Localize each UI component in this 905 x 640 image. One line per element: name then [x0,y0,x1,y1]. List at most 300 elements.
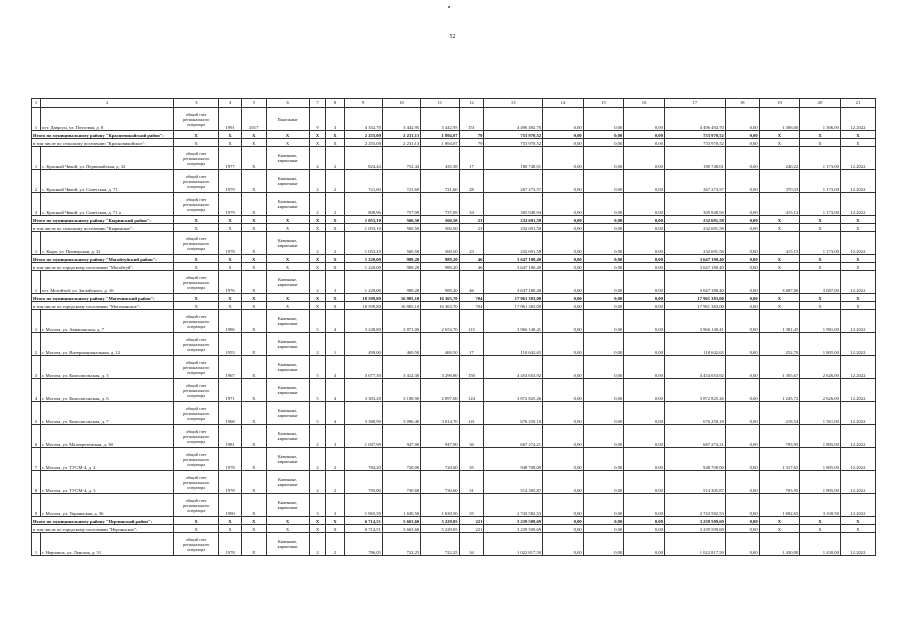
table-cell: 2 626,00 [800,379,841,402]
table-cell: 795,00 [344,471,382,494]
table-cell: Каменные, кирпичные [266,147,309,170]
table-cell: 0,00 [543,224,584,232]
table-cell: 12.2022 [840,108,875,131]
table-cell: 703,95 [759,425,800,448]
table-cell: г. Могоча, ул. ТУСМ-4, д. 3 [41,471,174,494]
table-cell: 0,00 [725,224,759,232]
table-cell: X [800,255,841,263]
table-cell: 0,00 [725,333,759,356]
table-cell: X [800,139,841,147]
table-cell: X [759,139,800,147]
table-cell: 0,00 [725,131,759,139]
table-cell: общий счет регионального оператора [174,425,219,448]
table-cell: 0,00 [624,356,665,379]
table-cell: 0,00 [583,517,624,525]
table-cell: X [219,263,242,271]
table-cell: X [309,517,326,525]
table-cell: 0,00 [725,216,759,224]
table-cell: 0,00 [543,232,584,255]
table-cell: X [219,131,242,139]
table-cell: 180 748,01 [484,147,543,170]
total-row [32,255,876,263]
table-cell: 28 [459,170,484,193]
table-cell: X [266,139,309,147]
row-label: в том числе по городскому поселению "Нерчинское": [32,525,174,533]
table-cell: 0,00 [725,147,759,170]
table-cell: 3 239 509,69 [484,525,543,533]
table-cell: 1 047,90 [344,425,382,448]
table-cell: 0,00 [583,533,624,556]
table-cell: 6 714,51 [344,517,382,525]
table-cell: 7 [32,448,41,471]
table-cell: 1 [32,108,41,131]
table-cell: 124 [459,379,484,402]
table-cell: 0,00 [543,108,584,131]
table-cell: общий счет регионального оператора [174,402,219,425]
table-cell: 0,00 [583,294,624,302]
table-cell: 0,00 [583,402,624,425]
table-cell: 118 642,65 [664,333,725,356]
table-cell: 2017 [241,108,266,131]
table-cell: 0,00 [583,494,624,517]
table-cell: 9 [32,494,41,517]
table-cell: 415,12 [759,193,800,216]
table-cell: 218,54 [759,402,800,425]
table-cell: 12.2022 [840,271,875,294]
table-cell: 2 897,00 [421,379,459,402]
table-cell: 4 [326,379,344,402]
table-cell: 12.2022 [840,379,875,402]
table-cell: 0,00 [543,448,584,471]
table-cell: 1 173,00 [800,170,841,193]
column-number: 17 [664,99,725,108]
table-cell: Каменные, кирпичные [266,471,309,494]
table-cell: 4 352,70 [344,108,382,131]
table-cell: 1 430,00 [759,533,800,556]
table-cell: X [174,224,219,232]
table-cell: 16 363,70 [421,294,459,302]
table-cell: 0,00 [725,379,759,402]
table-cell: X [326,263,344,271]
table-cell: 3 [326,494,344,517]
table-cell: 118 642,65 [484,333,543,356]
table-cell: 4 496 492,70 [664,108,725,131]
table-cell: 12.2022 [840,471,875,494]
table-cell: 0,00 [624,379,665,402]
table-cell: 786,05 [344,533,382,556]
table-cell: 676 250,18 [484,402,543,425]
table-cell: 435,38 [421,147,459,170]
table-cell: 79 [459,139,484,147]
table-cell: 737,09 [421,193,459,216]
table-cell: 1 306,00 [759,108,800,131]
table-cell: 514 305,87 [484,471,543,494]
table-cell: 115 [459,310,484,333]
table-cell: 4 [326,356,344,379]
table-cell: 1 [32,232,41,255]
table-cell: 0,00 [624,170,665,193]
table-cell: 808,96 [344,193,382,216]
column-number: 16 [624,99,665,108]
table-cell: 3 647 180,40 [664,271,725,294]
table-cell: 0,00 [725,193,759,216]
column-number: 14 [543,99,584,108]
table-cell: 0,00 [583,425,624,448]
table-cell: 18 599,80 [344,302,382,310]
table-cell: 141 [459,402,484,425]
table-cell: X [800,525,841,533]
table-cell: X [840,302,875,310]
table-cell: 4 [32,379,41,402]
table-cell: 1967 [219,356,242,379]
table-cell: 0,00 [624,147,665,170]
table-cell: 252,70 [759,333,800,356]
table-cell: 23 [459,224,484,232]
table-cell: X [326,131,344,139]
table-cell: общий счет регионального оператора [174,310,219,333]
table-cell: 0,00 [624,402,665,425]
table-cell: 753 970,52 [484,131,543,139]
table-cell: X [266,255,309,263]
table-body [32,99,876,556]
table-row [32,471,876,494]
table-cell: 1977 [219,147,242,170]
table-row [32,379,876,402]
table-cell: 0,00 [543,333,584,356]
row-label: Итого по муниципальному району "Красночикойский район": [32,131,174,139]
table-cell: 16 985,10 [382,302,420,310]
table-cell: X [219,525,242,533]
table-cell: 4 454 653,92 [484,356,543,379]
table-cell: 17 [459,333,484,356]
table-cell: 12.2022 [840,533,875,556]
table-cell: X [174,525,219,533]
table-cell: X [219,216,242,224]
table-cell: Каменные, кирпичные [266,333,309,356]
table-cell: 240,22 [759,147,800,170]
table-cell: 4 496 492,70 [484,108,543,131]
table-cell: 1 894,07 [421,139,459,147]
table-cell: 0,00 [725,310,759,333]
table-cell: 667 274,21 [484,425,543,448]
table-cell: X [326,139,344,147]
table-cell: общий счет регионального оператора [174,170,219,193]
table-cell: общий счет регионального оператора [174,271,219,294]
table-cell: X [219,302,242,310]
table-cell: 0,00 [583,193,624,216]
table-cell: 0,00 [583,379,624,402]
table-row [32,232,876,255]
table-cell: 0,00 [583,224,624,232]
table-cell: 267 273,57 [484,170,543,193]
table-cell: 0,00 [543,379,584,402]
subtotal-row [32,525,876,533]
table-cell: 1 053,10 [344,216,382,224]
table-cell: 0,00 [583,170,624,193]
row-label: в том числе по сельскому поселению "Кыринское": [32,224,174,232]
table-cell: 0,00 [624,471,665,494]
table-cell: X [266,302,309,310]
table-cell: X [241,310,266,333]
table-cell: г. Могоча, ул. Комсомольская, д. 3 [41,356,174,379]
column-number: 15 [583,99,624,108]
table-cell: 5 663,60 [382,525,420,533]
table-cell: 9 [309,108,326,131]
table-cell: 3 299,80 [421,356,459,379]
table-cell: 12.2022 [840,147,875,170]
total-row [32,517,876,525]
total-row [32,294,876,302]
page-number: 52 [449,34,456,40]
table-cell: 232 691,58 [664,224,725,232]
table-cell: 3 239 509,69 [664,525,725,533]
table-cell: общий счет регионального оператора [174,193,219,216]
column-number: 2 [41,99,174,108]
table-cell: 1 022 817,50 [664,533,725,556]
table-cell: 2 [32,170,41,193]
table-cell: 232 691,58 [484,232,543,255]
table-cell: X [241,517,266,525]
table-cell: 221 [459,525,484,533]
table-cell: 1986 [219,310,242,333]
table-cell: 1 [32,533,41,556]
table-cell: X [759,294,800,302]
table-cell: 3 647 180,40 [484,263,543,271]
table-cell: X [840,131,875,139]
table-cell: 948 708,00 [664,448,725,471]
table-cell: 1979 [219,170,242,193]
table-cell: 3 442,95 [382,108,420,131]
table-cell: 150 [459,356,484,379]
table-cell: 2 [326,471,344,494]
table-cell: 947,90 [382,425,420,448]
table-cell: X [759,517,800,525]
table-cell: 469,50 [421,333,459,356]
table-cell: 0,00 [543,402,584,425]
table-cell: 0,00 [583,310,624,333]
table-cell: 989,20 [382,271,420,294]
table-cell: г. Могоча, ул. Комсомольская, д. 6 [41,379,174,402]
table-cell: 1 630,50 [421,494,459,517]
table-cell: 0,00 [583,131,624,139]
table-cell: 3 872 825,26 [484,379,543,402]
table-cell: X [241,255,266,263]
table-cell: 0,00 [624,232,665,255]
table-cell: 3 388,90 [344,402,382,425]
table-cell: 752,44 [382,147,420,170]
table-cell: общий счет регионального оператора [174,448,219,471]
table-cell: 5 [309,310,326,333]
table-cell: 5 229,05 [421,525,459,533]
table-cell: Каменные, кирпичные [266,448,309,471]
table-cell: 0,00 [725,294,759,302]
table-cell: 2 743 582,53 [664,494,725,517]
table-cell: X [840,224,875,232]
table-cell: X [759,216,800,224]
table-cell: 2 [309,333,326,356]
table-cell: 3 966 140,41 [664,310,725,333]
table-row [32,448,876,471]
table-cell: 151 [459,108,484,131]
table-cell: X [241,216,266,224]
table-cell: 3 687,00 [759,271,800,294]
table-cell: 989,20 [382,263,420,271]
table-cell: 721,60 [421,170,459,193]
table-cell: X [266,263,309,271]
table-cell: 720,00 [421,448,459,471]
table-cell: 3 [326,271,344,294]
table-cell: X [241,379,266,402]
table-cell: 12.2022 [840,448,875,471]
table-cell: 34 [459,533,484,556]
table-cell: 989,20 [421,263,459,271]
table-cell: с. Красный Чикой, ул. Первомайская, д. 32 [41,147,174,170]
table-cell: X [309,302,326,310]
table-cell: 2 [326,448,344,471]
table-cell: X [800,131,841,139]
table-cell: 0,00 [583,139,624,147]
table-cell: 180 748,01 [664,147,725,170]
table-cell: 989,20 [382,255,420,263]
table-cell: 0,00 [583,448,624,471]
row-label: Итого по муниципальному району "Могойтуйский район": [32,255,174,263]
table-cell: 0,00 [624,448,665,471]
table-cell: 46 [459,255,484,263]
table-cell: 12.2022 [840,425,875,448]
subtotal-row [32,302,876,310]
table-cell: 989,20 [421,255,459,263]
table-cell: 0,00 [725,533,759,556]
table-cell: 0,00 [583,216,624,224]
table-cell: 1 [32,147,41,170]
table-cell: г. Нерчинск, ул. Ленская, д. 51 [41,533,174,556]
table-cell: 2 [326,147,344,170]
table-cell: X [326,224,344,232]
table-cell: 3 647 180,40 [664,263,725,271]
table-cell: Каменные, кирпичные [266,379,309,402]
table-cell: X [241,294,266,302]
table-cell: X [219,294,242,302]
column-number: 19 [759,99,800,108]
table-cell: 305 948,94 [484,193,543,216]
table-cell: 0,00 [583,333,624,356]
table-cell: 4 [326,310,344,333]
table-cell: 2 871,00 [382,310,420,333]
table-cell: 2 [309,471,326,494]
table-cell: 1 [32,271,41,294]
table-cell: 0,00 [624,263,665,271]
table-cell: 1991 [219,108,242,131]
table-cell: 0,00 [624,216,665,224]
table-cell: 0,00 [624,224,665,232]
table-cell: 1 317,65 [759,448,800,471]
table-cell: 3 647 180,40 [664,255,725,263]
table-cell: X [800,302,841,310]
table-cell: 704 [459,294,484,302]
table-cell: 0,00 [583,263,624,271]
table-cell: X [840,216,875,224]
table-cell: 1 306,00 [800,108,841,131]
table-cell: 2 255,00 [344,139,382,147]
column-number: 8 [326,99,344,108]
table-cell: 0,00 [543,310,584,333]
table-cell: 3 677,30 [344,356,382,379]
table-cell: 0,00 [725,232,759,255]
table-cell: 0,00 [725,271,759,294]
table-cell: 1 173,00 [800,147,841,170]
table-cell: 1 682,65 [759,494,800,517]
table-cell: X [241,271,266,294]
table-cell: 722,25 [421,533,459,556]
table-cell: 0,00 [725,494,759,517]
table-cell: 12.2022 [840,333,875,356]
table-cell: 0,00 [583,108,624,131]
table-cell: X [241,147,266,170]
table-cell: 1 245,72 [759,379,800,402]
table-cell: г. Могоча, ул. Интернациональная, д. 12 [41,333,174,356]
table-cell: 1 [32,310,41,333]
table-cell: Каменные, кирпичные [266,271,309,294]
table-cell: 1978 [219,533,242,556]
table-cell: 0,00 [543,216,584,224]
table-cell: пгт. Могойтуй, ул. Заглайского, д. 16 [41,271,174,294]
table-cell: 5 [32,402,41,425]
table-cell: 17 961 383,00 [664,302,725,310]
table-cell: X [759,263,800,271]
table-cell: 1955 [219,333,242,356]
table-cell: 2 [309,448,326,471]
table-cell: общий счет регионального оператора [174,333,219,356]
column-number: 13 [484,99,543,108]
table-row [32,356,876,379]
table-cell: X [800,224,841,232]
table-cell: 730,60 [421,471,459,494]
table-cell: 0,00 [725,448,759,471]
table-cell: X [840,263,875,271]
table-row [32,310,876,333]
table-cell: 23 [459,232,484,255]
table-cell: 2 [309,533,326,556]
table-cell: 0,00 [543,131,584,139]
table-cell: 0,00 [543,147,584,170]
table-cell: 0,00 [543,170,584,193]
table-cell: X [241,193,266,216]
table-cell: X [759,525,800,533]
table-cell: Каменные, кирпичные [266,310,309,333]
table-cell: X [326,525,344,533]
table-cell: 1978 [219,448,242,471]
table-cell: X [241,402,266,425]
table-cell: 730,60 [382,471,420,494]
table-cell: 12.2022 [840,170,875,193]
table-cell: X [309,255,326,263]
table-cell: 232 691,58 [484,216,543,224]
table-cell: 3 647 180,40 [484,271,543,294]
table-cell: 2 [326,533,344,556]
table-cell: 753 970,52 [664,131,725,139]
table-cell: X [241,448,266,471]
column-number: 6 [266,99,309,108]
table-cell: X [840,139,875,147]
table-cell: 1979 [219,193,242,216]
table-cell: X [326,517,344,525]
table-cell: 0,00 [583,232,624,255]
table-cell: г. Могоча, ул. ТУСМ-4, д. 2 [41,448,174,471]
table-cell: 0,00 [624,139,665,147]
table-cell: 0,00 [624,525,665,533]
table-cell: 12.2022 [840,310,875,333]
table-cell: 2 [32,333,41,356]
